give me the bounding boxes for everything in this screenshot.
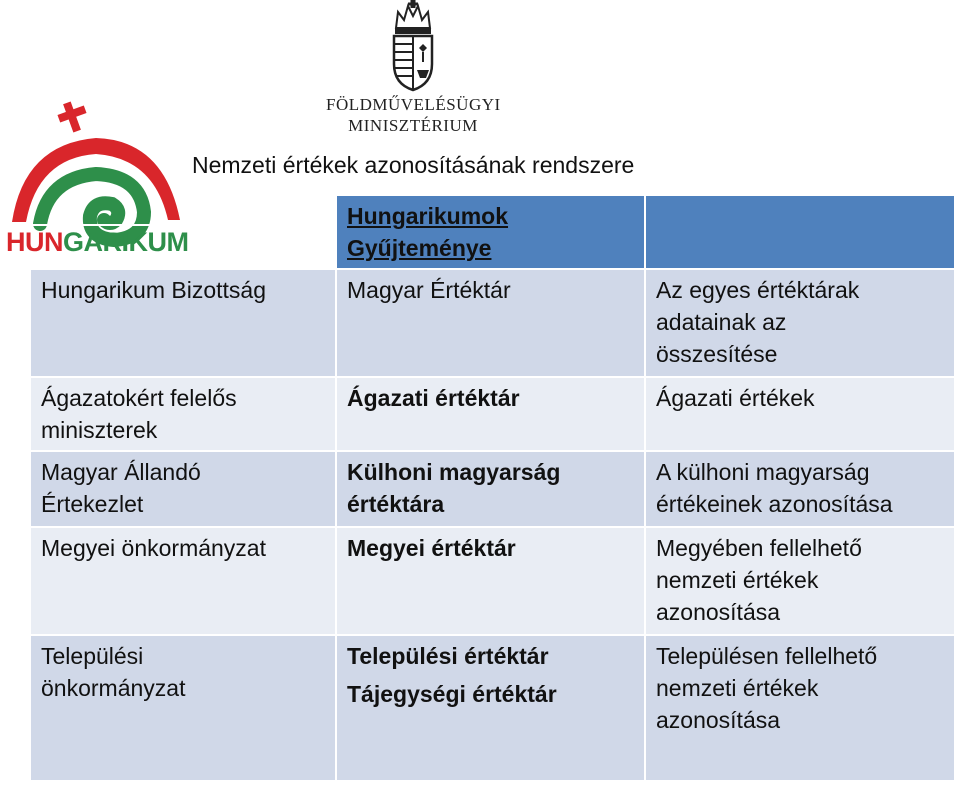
cell-text: nemzeti értékek — [656, 567, 819, 593]
cell-text: Hungarikum Bizottság — [41, 277, 266, 303]
cell-text: értéktára — [347, 491, 445, 517]
body-cell — [31, 452, 337, 528]
cell-text: Megyében fellelhető — [656, 535, 862, 561]
table-header-row — [31, 196, 956, 270]
table-row — [31, 528, 956, 636]
hungarikum-collection-link-line2[interactable]: Gyűjteménye — [347, 235, 492, 261]
value-system-table — [31, 196, 956, 782]
cell-text: miniszterek — [41, 417, 158, 443]
body-cell — [337, 452, 646, 528]
ministry-name-line2: MINISZTÉRIUM — [348, 116, 478, 135]
cell-text: nemzeti értékek — [656, 675, 819, 701]
cell-text: Településen fellelhető — [656, 643, 878, 669]
cell-text: önkormányzat — [41, 675, 186, 701]
cell-text: Ágazatokért felelős — [41, 385, 237, 411]
hungarikum-wordmark: HUNGARIKUM — [6, 227, 189, 257]
header-cell-empty-right — [646, 196, 956, 270]
cell-text: Települési értéktár — [347, 643, 549, 669]
body-cell — [337, 528, 646, 636]
body-cell — [646, 452, 956, 528]
cell-text: értékeinek azonosítása — [656, 491, 893, 517]
cell-text: azonosítása — [656, 599, 781, 625]
cell-text: Tájegységi értéktár — [347, 681, 557, 707]
cell-text: Magyar Értéktár — [347, 277, 511, 303]
table-row — [31, 636, 956, 782]
header-cell-empty-left — [31, 196, 337, 270]
body-cell — [31, 378, 337, 452]
body-cell — [646, 636, 956, 782]
body-cell — [646, 378, 956, 452]
cell-text: Települési — [41, 643, 144, 669]
coat-of-arms-icon — [386, 0, 440, 92]
body-cell — [646, 270, 956, 378]
table-row — [31, 270, 956, 378]
cell-text: Értekezlet — [41, 491, 144, 517]
body-cell — [31, 528, 337, 636]
header-cell-collection — [337, 196, 646, 270]
cell-text: Ágazati értéktár — [347, 385, 520, 411]
cell-text: A külhoni magyarság — [656, 459, 870, 485]
cell-text: Az egyes értéktárak — [656, 277, 860, 303]
body-cell — [31, 636, 337, 782]
cell-text: Ágazati értékek — [656, 385, 815, 411]
table-row — [31, 378, 956, 452]
cell-text: Megyei önkormányzat — [41, 535, 266, 561]
body-cell — [337, 636, 646, 782]
cell-text: Megyei értéktár — [347, 535, 516, 561]
cell-text: összesítése — [656, 341, 778, 367]
ministry-name-line1: FÖLDMŰVELÉSÜGYI — [326, 95, 501, 114]
table-row — [31, 452, 956, 528]
body-cell — [31, 270, 337, 378]
body-cell — [337, 378, 646, 452]
cell-text: Külhoni magyarság — [347, 459, 561, 485]
cell-text: adatainak az — [656, 309, 787, 335]
cell-text: Magyar Állandó — [41, 459, 201, 485]
body-cell — [337, 270, 646, 378]
page-subtitle: Nemzeti értékek azonosításának rendszere — [192, 152, 635, 178]
cell-text: azonosítása — [656, 707, 781, 733]
body-cell — [646, 528, 956, 636]
hungarikum-collection-link-line1[interactable]: Hungarikumok — [347, 203, 509, 229]
